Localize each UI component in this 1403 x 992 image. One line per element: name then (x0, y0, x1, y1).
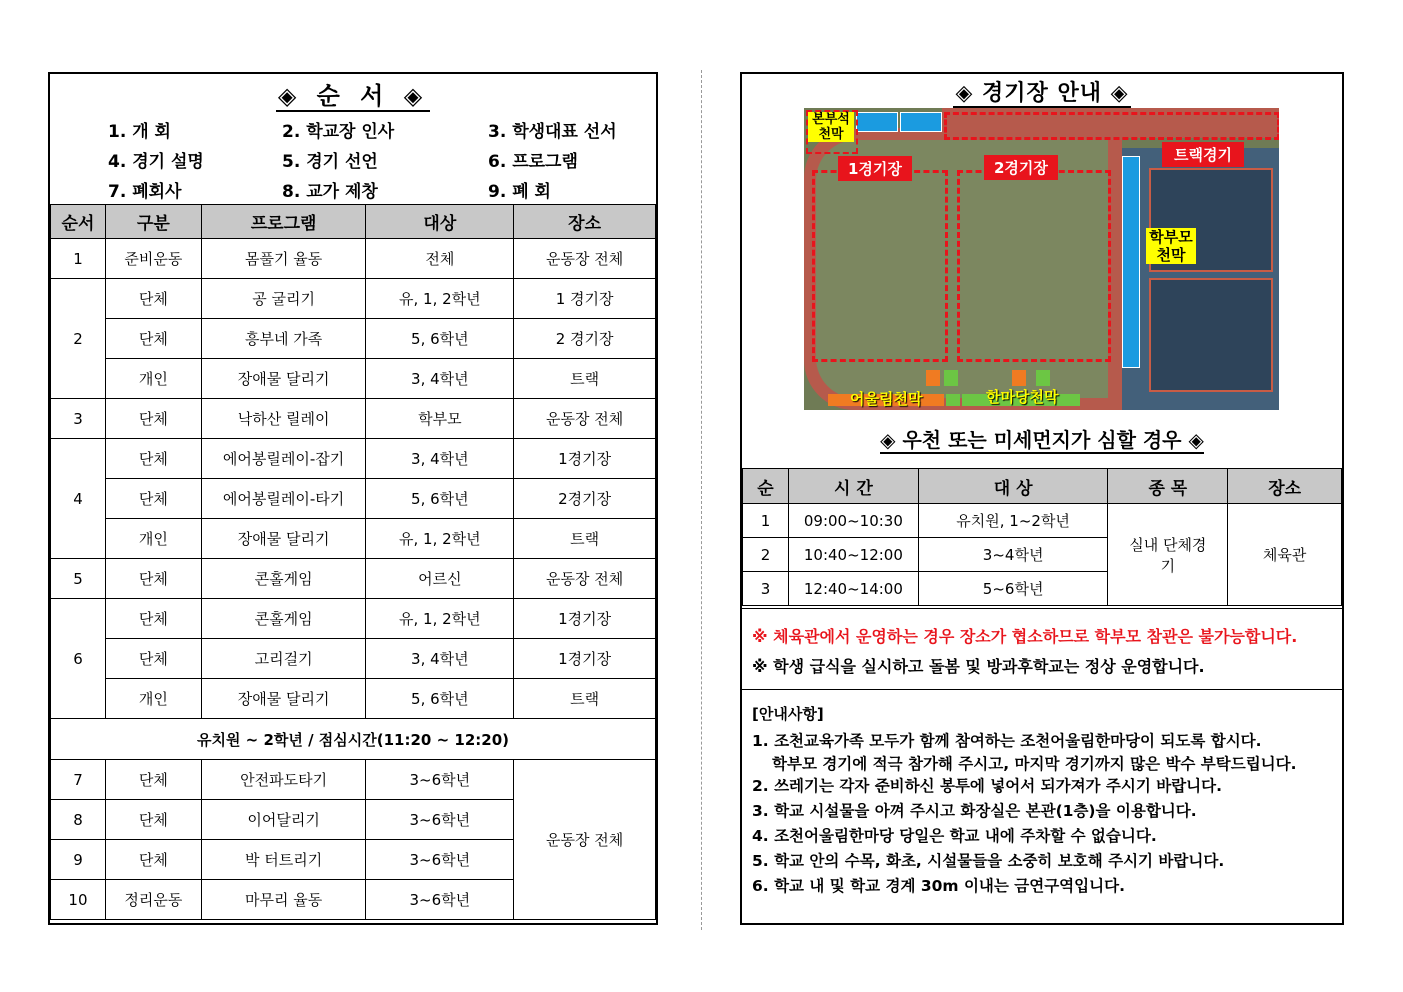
cell-program: 콘홀게임 (201, 599, 366, 639)
ceremony-item: 5. 경기 선언 (282, 152, 378, 172)
table-row (51, 559, 656, 599)
ceremony-item: 4. 경기 설명 (108, 152, 204, 172)
cell-type: 개인 (105, 519, 201, 559)
program-title: ◈ 순 서 ◈ (277, 82, 429, 110)
lunch-break: 유치원 ~ 2학년 / 점심시간(11:20 ~ 12:20) (51, 719, 656, 760)
cell-place: 운동장 전체 (514, 399, 656, 439)
cell-place: 1 경기장 (514, 279, 656, 319)
guide-item: 학부모 경기에 적극 참가해 주시고, 마지막 경기까지 많은 박수 부탁드립니다. (772, 755, 1297, 773)
table-row (51, 279, 656, 319)
cell-program: 이어달리기 (201, 800, 366, 840)
header-target: 대 상 (918, 469, 1108, 504)
tent (926, 370, 940, 386)
tent (946, 394, 960, 406)
cell-target: 3, 4학년 (366, 439, 514, 479)
cell-target: 유, 1, 2학년 (366, 599, 514, 639)
guide-item: 3. 학교 시설물을 아껴 주시고 화장실은 본관(1층)을 이용합니다. (752, 802, 1197, 820)
cell-target: 3, 4학년 (366, 639, 514, 679)
cell-place: 트랙 (514, 519, 656, 559)
guide-section (742, 692, 1342, 899)
cell-place: 체육관 (1228, 504, 1342, 606)
cell-target: 3, 4학년 (366, 359, 514, 399)
cell-place: 운동장 전체 (514, 760, 656, 920)
cell-type: 단체 (105, 479, 201, 519)
tent (944, 370, 958, 386)
ceremony-item: 9. 폐 회 (488, 182, 551, 202)
cell-target: 5, 6학년 (366, 479, 514, 519)
rain-plan-table (742, 468, 1342, 606)
cell-target: 3~6학년 (366, 880, 514, 920)
cell-target: 학부모 (366, 399, 514, 439)
tent (1012, 370, 1026, 386)
cell-target: 전체 (366, 239, 514, 279)
cell-order: 7 (51, 760, 106, 800)
cell-order: 3 (743, 572, 789, 606)
cell-program: 장애물 달리기 (201, 679, 366, 719)
cell-type: 단체 (105, 639, 201, 679)
table-row (51, 599, 656, 639)
cell-order: 3 (51, 399, 106, 439)
header-place: 장소 (514, 205, 656, 239)
guide-item: 6. 학교 내 및 학교 경계 30m 이내는 금연구역입니다. (752, 877, 1125, 895)
table-row (51, 760, 656, 800)
cell-type: 단체 (105, 840, 201, 880)
table-header-row (51, 205, 656, 239)
cell-place: 2경기장 (514, 479, 656, 519)
table-row (51, 519, 656, 559)
cell-order: 8 (51, 800, 106, 840)
cell-order: 10 (51, 880, 106, 920)
cell-target: 5, 6학년 (366, 319, 514, 359)
cell-time: 12:40~14:00 (788, 572, 918, 606)
cell-order: 4 (51, 439, 106, 559)
cell-target: 유치원, 1~2학년 (918, 504, 1108, 538)
field-1-outline (812, 170, 948, 362)
cell-place: 1경기장 (514, 639, 656, 679)
cell-target: 3~6학년 (366, 760, 514, 800)
cell-program: 마무리 율동 (201, 880, 366, 920)
table-row (51, 239, 656, 279)
cell-program: 콘홀게임 (201, 559, 366, 599)
tent (1036, 370, 1050, 386)
hq-label: 본부석 천막 (808, 112, 854, 142)
cell-program: 낙하산 릴레이 (201, 399, 366, 439)
cell-event: 실내 단체경기 (1108, 504, 1228, 606)
cell-order: 9 (51, 840, 106, 880)
ceremony-item: 7. 폐회사 (108, 182, 182, 202)
cell-target: 3~6학년 (366, 840, 514, 880)
note-black: ※ 학생 급식을 실시하고 돌봄 및 방과후학교는 정상 운영합니다. (752, 657, 1205, 676)
cell-place: 트랙 (514, 679, 656, 719)
header-order: 순 (743, 469, 789, 504)
cell-program: 안전파도타기 (201, 760, 366, 800)
program-table (50, 204, 656, 920)
cell-target: 어르신 (366, 559, 514, 599)
header-order: 순서 (51, 205, 106, 239)
header-time: 시 간 (788, 469, 918, 504)
table-row (743, 504, 1342, 538)
ceremony-item: 1. 개 회 (108, 122, 171, 142)
cell-target: 유, 1, 2학년 (366, 519, 514, 559)
cell-type: 단체 (105, 319, 201, 359)
cell-place: 1경기장 (514, 439, 656, 479)
guide-title: [안내사항] (752, 705, 824, 723)
table-row (51, 439, 656, 479)
guide-item: 5. 학교 안의 수목, 화초, 시설물들을 소중히 보호해 주시기 바랍니다. (752, 852, 1225, 870)
program-panel (48, 72, 658, 925)
cell-type: 단체 (105, 439, 201, 479)
cell-order: 1 (51, 239, 106, 279)
cell-type: 단체 (105, 599, 201, 639)
header-target: 대상 (366, 205, 514, 239)
cell-order: 1 (743, 504, 789, 538)
ceremony-item: 6. 프로그램 (488, 152, 578, 172)
venue-map (804, 108, 1279, 410)
cell-place: 트랙 (514, 359, 656, 399)
cell-program: 장애물 달리기 (201, 359, 366, 399)
cell-type: 개인 (105, 679, 201, 719)
cell-program: 에어봉릴레이-잡기 (201, 439, 366, 479)
hq-tent (900, 112, 942, 132)
cell-type: 준비운동 (105, 239, 201, 279)
guide-item: 2. 쓰레기는 각자 준비하신 봉투에 넣어서 되가져가 주시기 바랍니다. (752, 777, 1223, 795)
ceremony-item: 8. 교가 제창 (282, 182, 378, 202)
court (1149, 278, 1273, 392)
table-row (51, 399, 656, 439)
note-red: ※ 체육관에서 운영하는 경우 장소가 협소하므로 학부모 참관은 불가능합니다. (752, 627, 1298, 646)
parents-label: 학부모 천막 (1146, 228, 1196, 264)
cell-program: 고리걸기 (201, 639, 366, 679)
header-type: 구분 (105, 205, 201, 239)
header-program: 프로그램 (201, 205, 366, 239)
table-row (51, 679, 656, 719)
venue-panel (740, 72, 1344, 925)
cell-target: 유, 1, 2학년 (366, 279, 514, 319)
cell-place: 운동장 전체 (514, 239, 656, 279)
venue-title: ◈ 경기장 안내 ◈ (955, 81, 1129, 106)
cell-target: 3~6학년 (366, 800, 514, 840)
cell-target: 5, 6학년 (366, 679, 514, 719)
table-row (51, 639, 656, 679)
ceremony-item: 2. 학교장 인사 (282, 122, 395, 142)
cell-type: 단체 (105, 760, 201, 800)
cell-program: 공 굴리기 (201, 279, 366, 319)
ceremony-item: 3. 학생대표 선서 (488, 122, 617, 142)
rain-notes (742, 608, 1342, 690)
track-label: 트랙경기 (1162, 142, 1244, 167)
hanmadang-tent-label: 한마당천막 (986, 388, 1059, 406)
cell-type: 개인 (105, 359, 201, 399)
table-row (51, 359, 656, 399)
guide-item: 1. 조천교육가족 모두가 함께 참여하는 조천어울림한마당이 되도록 합시다. (752, 732, 1262, 750)
field-2-label: 2경기장 (984, 155, 1058, 180)
hq-tent (856, 112, 898, 132)
cell-place: 1경기장 (514, 599, 656, 639)
field-2-outline (957, 170, 1111, 362)
table-row (51, 479, 656, 519)
cell-type: 단체 (105, 559, 201, 599)
cell-program: 흥부네 가족 (201, 319, 366, 359)
cell-order: 6 (51, 599, 106, 719)
cell-type: 단체 (105, 279, 201, 319)
cell-program: 장애물 달리기 (201, 519, 366, 559)
cell-place: 2 경기장 (514, 319, 656, 359)
cell-order: 2 (51, 279, 106, 399)
parents-stand (1122, 156, 1140, 368)
cell-place: 운동장 전체 (514, 559, 656, 599)
cell-type: 정리운동 (105, 880, 201, 920)
field-1-label: 1경기장 (838, 156, 912, 181)
cell-time: 10:40~12:00 (788, 538, 918, 572)
header-event: 종 목 (1108, 469, 1228, 504)
table-header-row (743, 469, 1342, 504)
cell-order: 5 (51, 559, 106, 599)
eoulim-tent-label: 어울림천막 (850, 390, 923, 408)
cell-target: 5~6학년 (918, 572, 1108, 606)
cell-program: 몸풀기 율동 (201, 239, 366, 279)
fold-line (701, 70, 702, 930)
cell-target: 3~4학년 (918, 538, 1108, 572)
cell-time: 09:00~10:30 (788, 504, 918, 538)
lunch-row (51, 719, 656, 760)
cell-type: 단체 (105, 399, 201, 439)
cell-program: 에어봉릴레이-타기 (201, 479, 366, 519)
table-row (51, 319, 656, 359)
ceremony-list (50, 120, 656, 204)
cell-program: 박 터트리기 (201, 840, 366, 880)
track-outline (944, 112, 1279, 140)
cell-order: 2 (743, 538, 789, 572)
header-place: 장소 (1228, 469, 1342, 504)
rain-plan-title: ◈ 우천 또는 미세먼지가 심할 경우 ◈ (880, 428, 1204, 452)
guide-item: 4. 조천어울림한마당 당일은 학교 내에 주차할 수 없습니다. (752, 827, 1157, 845)
cell-type: 단체 (105, 800, 201, 840)
